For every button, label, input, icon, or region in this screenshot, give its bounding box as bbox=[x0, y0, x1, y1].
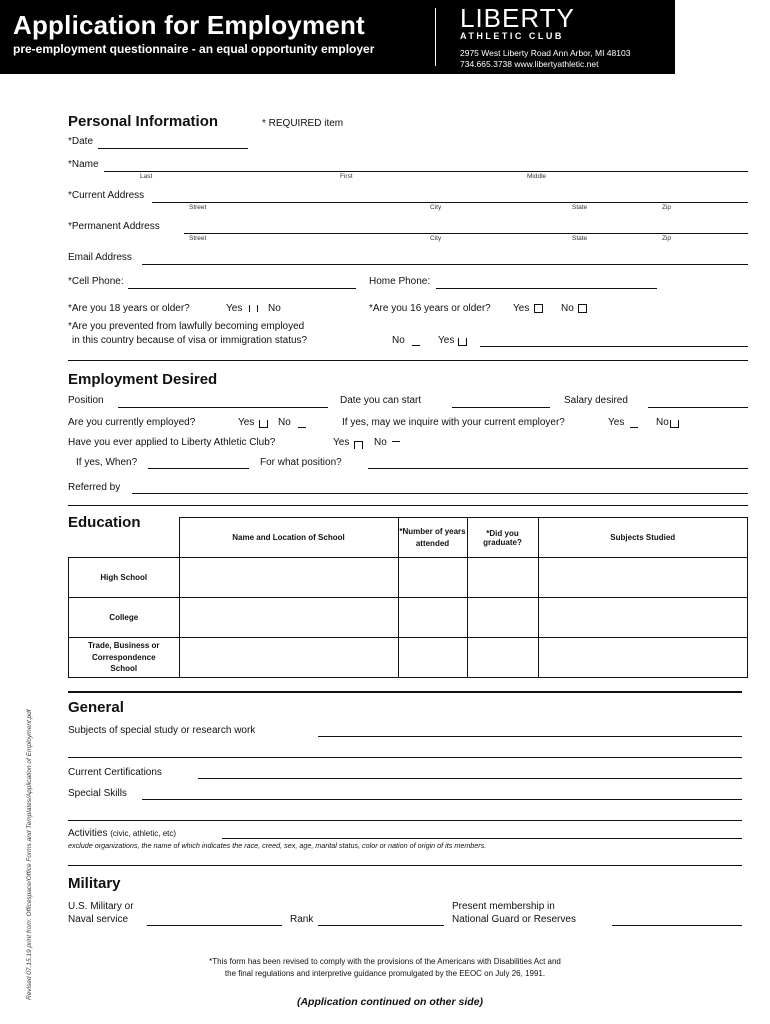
age16-no-label: No bbox=[561, 303, 574, 314]
college-graduate-cell[interactable] bbox=[467, 598, 538, 638]
perm-address-field[interactable] bbox=[184, 233, 748, 234]
column-header-graduate: *Did you graduate? bbox=[467, 518, 538, 558]
for-position-label: For what position? bbox=[260, 457, 342, 468]
visa-no-blank[interactable] bbox=[412, 345, 420, 346]
age18-yes-label: Yes bbox=[226, 303, 243, 314]
form-subtitle: pre-employment questionnaire - an equal opportunity employer bbox=[13, 42, 375, 56]
name-field[interactable] bbox=[104, 171, 748, 172]
for-position-field[interactable] bbox=[368, 468, 748, 469]
required-note: * REQUIRED item bbox=[262, 118, 344, 129]
perm-zip-caption: Zip bbox=[662, 235, 672, 242]
employed-yes-label: Yes bbox=[238, 417, 255, 428]
cell-phone-label: *Cell Phone: bbox=[68, 276, 124, 287]
applied-before-question: Have you ever applied to Liberty Athletic Club? bbox=[68, 437, 276, 448]
home-phone-label: Home Phone: bbox=[369, 276, 431, 287]
name-first-caption: First bbox=[340, 173, 353, 180]
section-divider bbox=[68, 865, 742, 866]
special-study-field-2[interactable] bbox=[68, 757, 742, 758]
certifications-field[interactable] bbox=[198, 778, 742, 779]
position-label: Position bbox=[68, 395, 104, 406]
current-state-caption: State bbox=[572, 204, 588, 211]
employed-yes-checkbox[interactable] bbox=[259, 420, 268, 428]
visa-yes-label: Yes bbox=[438, 335, 455, 346]
form-header bbox=[0, 0, 675, 74]
table-row bbox=[69, 558, 748, 598]
membership-label-1: Present membership in bbox=[452, 901, 555, 912]
applied-no-label: No bbox=[374, 437, 387, 448]
trade-name-cell[interactable] bbox=[179, 638, 398, 678]
skills-field[interactable] bbox=[142, 799, 742, 800]
brand-subtitle: ATHLETIC CLUB bbox=[460, 31, 564, 41]
start-date-field[interactable] bbox=[452, 407, 550, 408]
brand-logo: LIBERTY bbox=[460, 3, 575, 33]
education-table bbox=[68, 514, 748, 678]
visa-question-line1: *Are you prevented from lawfully becoming employed bbox=[68, 321, 305, 332]
salary-label: Salary desired bbox=[564, 395, 628, 406]
form-title: Application for Employment bbox=[13, 10, 365, 40]
home-phone-field[interactable] bbox=[436, 288, 657, 289]
cell-phone-field[interactable] bbox=[128, 288, 356, 289]
college-subjects-cell[interactable] bbox=[538, 598, 748, 638]
perm-state-caption: State bbox=[572, 235, 588, 242]
perm-street-caption: Street bbox=[189, 235, 207, 242]
us-military-label-2: Naval service bbox=[68, 914, 129, 925]
row-label-high-school: High School bbox=[69, 558, 180, 598]
membership-label-2: National Guard or Reserves bbox=[452, 914, 576, 925]
age18-question: *Are you 18 years or older? bbox=[68, 303, 190, 314]
ada-note-line2: the final regulations and interpretive guidance promulgated by the EEOC on July 26, 1991. bbox=[224, 969, 546, 978]
skills-label: Special Skills bbox=[68, 788, 127, 799]
rank-field[interactable] bbox=[318, 925, 444, 926]
activities-field[interactable] bbox=[222, 838, 742, 839]
activities-label-text: Activities bbox=[68, 828, 108, 839]
section-divider bbox=[68, 691, 742, 693]
age16-question: *Are you 16 years or older? bbox=[369, 303, 491, 314]
date-label: *Date bbox=[68, 136, 94, 147]
high-school-graduate-cell[interactable] bbox=[467, 558, 538, 598]
continued-note: (Application continued on other side) bbox=[296, 996, 484, 1008]
name-last-caption: Last bbox=[140, 173, 153, 180]
general-heading: General bbox=[68, 699, 124, 716]
date-field[interactable] bbox=[98, 148, 248, 149]
college-years-cell[interactable] bbox=[398, 598, 467, 638]
special-study-field[interactable] bbox=[318, 736, 742, 737]
military-heading: Military bbox=[68, 875, 121, 892]
currently-employed-question: Are you currently employed? bbox=[68, 417, 196, 428]
visa-explain-field[interactable] bbox=[480, 346, 748, 347]
inquire-yes-label: Yes bbox=[608, 417, 625, 428]
activities-note: exclude organizations, the name of which indicates the race, creed, sex, age, marital status, color or nation of origin of its members. bbox=[68, 841, 487, 850]
trade-subjects-cell[interactable] bbox=[538, 638, 748, 678]
age16-yes-label: Yes bbox=[513, 303, 530, 314]
college-name-cell[interactable] bbox=[179, 598, 398, 638]
us-military-field[interactable] bbox=[147, 925, 282, 926]
visa-yes-checkbox[interactable] bbox=[458, 338, 467, 346]
email-label: Email Address bbox=[68, 252, 132, 263]
club-contact: 734.665.3738 www.libertyathletic.net bbox=[460, 59, 599, 69]
personal-heading: Personal Information bbox=[68, 113, 219, 130]
current-street-caption: Street bbox=[189, 204, 207, 211]
age18-no-label: No bbox=[268, 303, 281, 314]
header-divider bbox=[435, 8, 436, 66]
perm-address-label: *Permanent Address bbox=[68, 221, 160, 232]
column-header-school: Name and Location of School bbox=[179, 518, 398, 558]
referred-field[interactable] bbox=[132, 493, 748, 494]
age18-yes-checkbox[interactable] bbox=[249, 305, 258, 312]
current-city-caption: City bbox=[430, 204, 442, 211]
when-field[interactable] bbox=[148, 468, 249, 469]
name-label: *Name bbox=[68, 159, 99, 170]
rank-label: Rank bbox=[290, 914, 314, 925]
section-divider bbox=[68, 505, 748, 506]
visa-no-label: No bbox=[392, 335, 405, 346]
high-school-years-cell[interactable] bbox=[398, 558, 467, 598]
perm-city-caption: City bbox=[430, 235, 442, 242]
high-school-subjects-cell[interactable] bbox=[538, 558, 748, 598]
section-divider bbox=[68, 360, 748, 361]
when-label: If yes, When? bbox=[76, 457, 138, 468]
inquire-question: If yes, may we inquire with your current employer? bbox=[342, 417, 565, 428]
trade-years-cell[interactable] bbox=[398, 638, 467, 678]
name-middle-caption: Middle bbox=[527, 173, 547, 180]
applied-yes-label: Yes bbox=[333, 437, 350, 448]
referred-label: Referred by bbox=[68, 482, 121, 493]
row-label-trade-school: Trade, Business or Correspondence School bbox=[69, 638, 180, 678]
high-school-name-cell[interactable] bbox=[179, 558, 398, 598]
trade-graduate-cell[interactable] bbox=[467, 638, 538, 678]
activities-label bbox=[68, 829, 176, 839]
applied-no-blank[interactable] bbox=[392, 441, 400, 442]
age16-no-checkbox[interactable] bbox=[578, 304, 587, 313]
employment-heading: Employment Desired bbox=[68, 371, 218, 388]
employed-no-blank[interactable] bbox=[298, 427, 306, 428]
applied-yes-checkbox[interactable] bbox=[354, 441, 363, 449]
table-row bbox=[69, 598, 748, 638]
employed-no-label: No bbox=[278, 417, 291, 428]
education-heading: Education bbox=[68, 514, 141, 531]
inquire-no-label: No bbox=[656, 417, 669, 428]
us-military-label-1: U.S. Military or bbox=[68, 901, 134, 912]
revision-note: Revised 07.15.19 print from: Officespace/Office Forms and Templates/Application of Employment.pdf bbox=[26, 709, 33, 1000]
table-corner bbox=[69, 518, 180, 558]
inquire-yes-blank[interactable] bbox=[630, 427, 638, 428]
salary-field[interactable] bbox=[648, 407, 748, 408]
inquire-no-checkbox[interactable] bbox=[670, 420, 679, 428]
skills-field-2[interactable] bbox=[68, 820, 742, 821]
current-address-field[interactable] bbox=[152, 202, 748, 203]
visa-question-line2: in this country because of visa or immigration status? bbox=[72, 335, 308, 346]
row-label-college: College bbox=[69, 598, 180, 638]
column-header-subjects: Subjects Studied bbox=[538, 518, 748, 558]
current-zip-caption: Zip bbox=[662, 204, 672, 211]
membership-field[interactable] bbox=[612, 925, 742, 926]
activities-hint: (civic, athletic, etc) bbox=[110, 829, 177, 838]
ada-note-line1: *This form has been revised to comply with the provisions of the Americans with Disabilities Act and bbox=[209, 957, 561, 966]
certifications-label: Current Certifications bbox=[68, 767, 162, 778]
start-date-label: Date you can start bbox=[340, 395, 422, 406]
current-address-label: *Current Address bbox=[68, 190, 145, 201]
special-study-label: Subjects of special study or research work bbox=[68, 725, 256, 736]
column-header-years: *Number of years attended bbox=[398, 518, 467, 558]
email-field[interactable] bbox=[142, 264, 748, 265]
table-row bbox=[69, 638, 748, 678]
age16-yes-checkbox[interactable] bbox=[534, 304, 543, 313]
position-field[interactable] bbox=[118, 407, 328, 408]
club-address: 2975 West Liberty Road Ann Arbor, MI 48103 bbox=[460, 48, 631, 58]
